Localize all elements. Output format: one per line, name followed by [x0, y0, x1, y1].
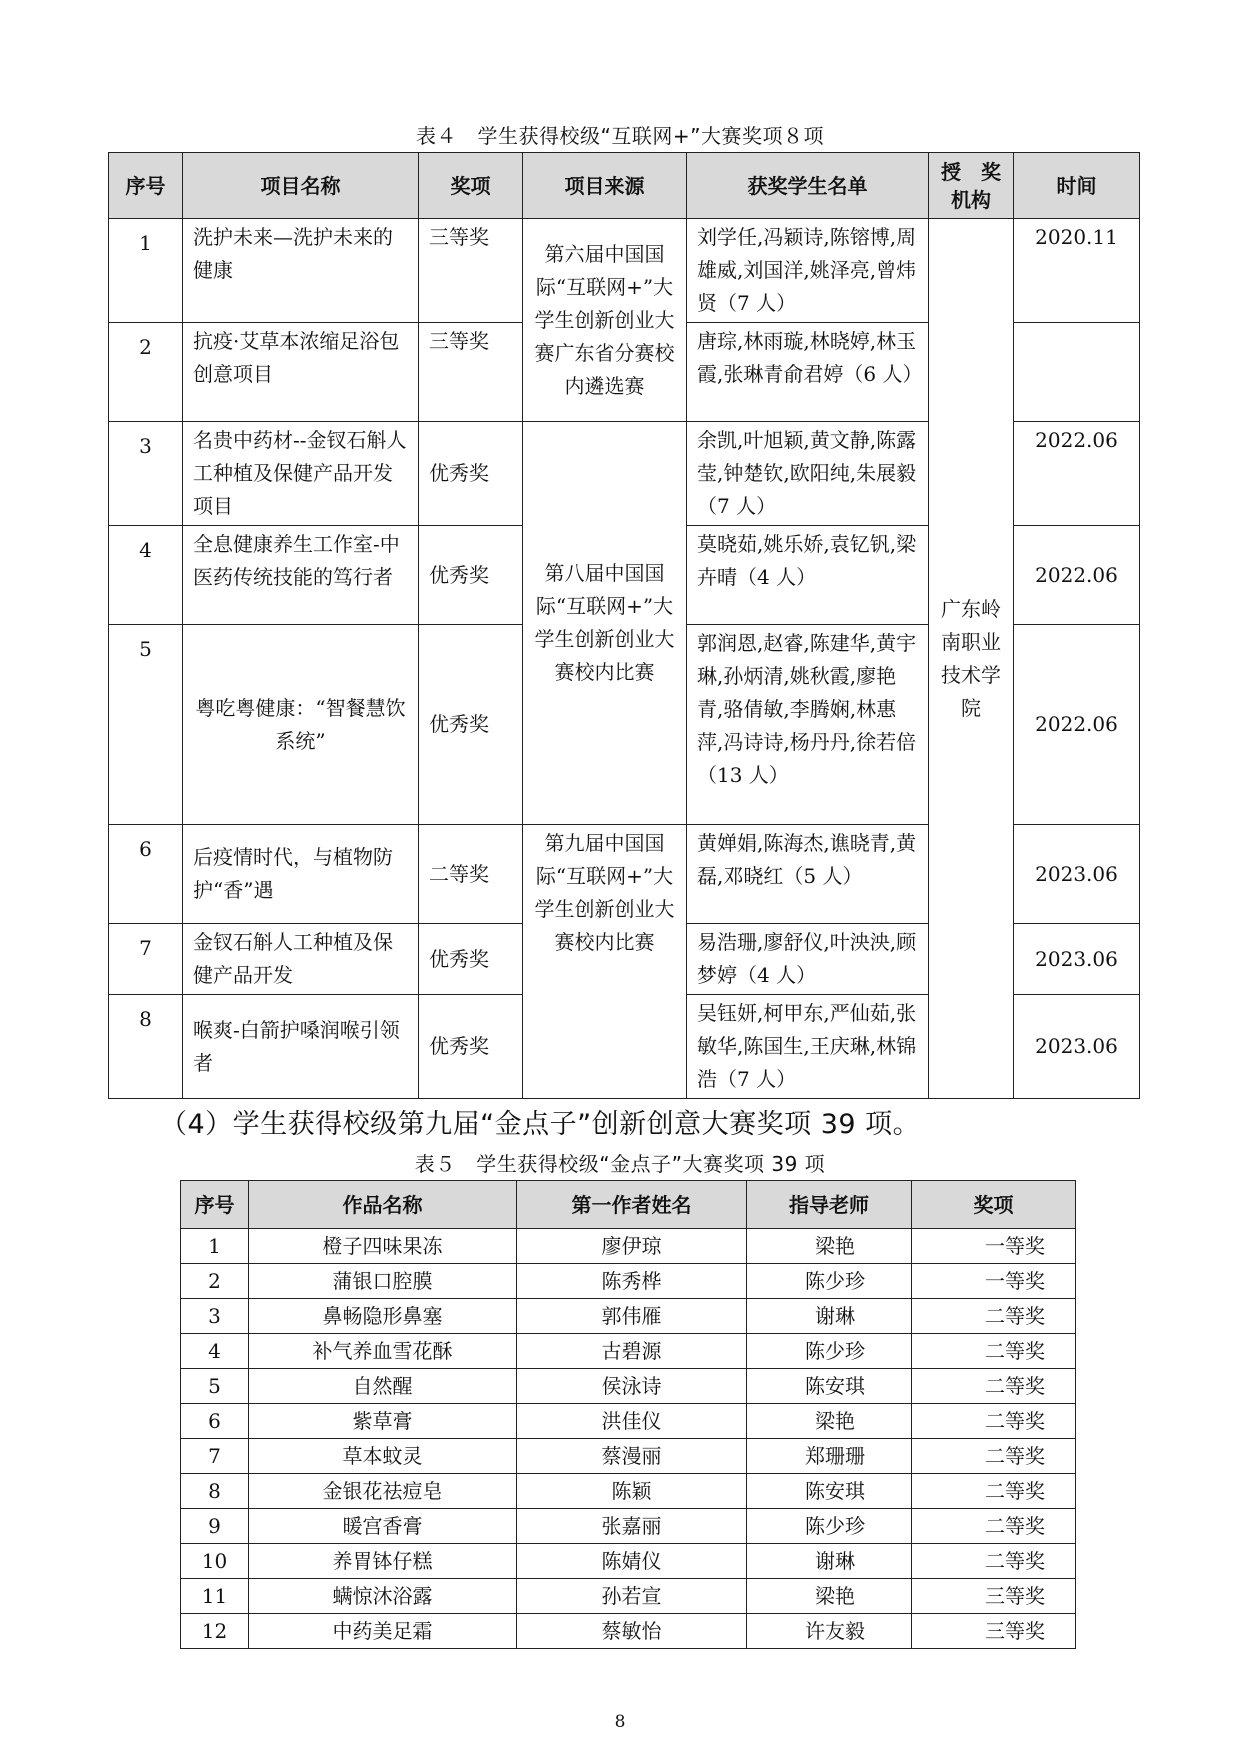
- award-time: [1014, 323, 1140, 422]
- table-row: [109, 219, 1140, 323]
- table-row: [181, 1334, 1076, 1369]
- row-no: 11: [181, 1579, 249, 1614]
- table4-caption: 表４ 学生获得校级“互联网+”大赛奖项８项: [416, 124, 824, 148]
- teacher-name: 梁艳: [747, 1404, 912, 1439]
- project-source: 第九届中国国际“互联网+”大学生创新创业大赛校内比赛: [523, 825, 687, 1099]
- project-name: 金钗石斛人工种植及保健产品开发: [183, 924, 419, 995]
- author-name: 古碧源: [517, 1334, 747, 1369]
- prize: 二等奖: [912, 1439, 1076, 1474]
- prize: 二等奖: [912, 1404, 1076, 1439]
- table4-header-name: 项目名称: [183, 153, 419, 219]
- work-name: 草本蚊灵: [249, 1439, 517, 1474]
- teacher-name: 谢琳: [747, 1544, 912, 1579]
- award-time: 2022.06: [1014, 625, 1140, 825]
- table-row: [181, 1474, 1076, 1509]
- row-no: 5: [181, 1369, 249, 1404]
- table5: [180, 1180, 1076, 1649]
- prize: 一等奖: [912, 1264, 1076, 1299]
- project-source: 第八届中国国际“互联网+”大学生创新创业大赛校内比赛: [523, 422, 687, 825]
- table-row: [181, 1579, 1076, 1614]
- row-no: 4: [109, 526, 183, 625]
- row-no: 8: [109, 995, 183, 1099]
- prize: 二等奖: [912, 1544, 1076, 1579]
- teacher-name: 梁艳: [747, 1229, 912, 1264]
- teacher-name: 陈安琪: [747, 1369, 912, 1404]
- award-time: 2023.06: [1014, 825, 1140, 924]
- prize: 二等奖: [912, 1334, 1076, 1369]
- table5-header-prize: 奖项: [912, 1181, 1076, 1229]
- table4-header-row: [109, 153, 1140, 219]
- work-name: 蒲银口腔膜: [249, 1264, 517, 1299]
- author-name: 陈婧仪: [517, 1544, 747, 1579]
- author-name: 洪佳仪: [517, 1404, 747, 1439]
- project-name: 抗疫·艾草本浓缩足浴包创意项目: [183, 323, 419, 422]
- award-time: 2023.06: [1014, 995, 1140, 1099]
- table-row: [181, 1614, 1076, 1649]
- table4-header-no: 序号: [109, 153, 183, 219]
- teacher-name: 陈少珍: [747, 1264, 912, 1299]
- table4: [108, 152, 1140, 1099]
- table5-header-row: [181, 1181, 1076, 1229]
- table5-header-work: 作品名称: [249, 1181, 517, 1229]
- teacher-name: 陈安琪: [747, 1474, 912, 1509]
- prize: 二等奖: [912, 1474, 1076, 1509]
- work-name: 金银花祛痘皂: [249, 1474, 517, 1509]
- project-source: 第六届中国国际“互联网+”大学生创新创业大赛广东省分赛校内遴选赛: [523, 219, 687, 422]
- student-list: 吴钰妍,柯甲东,严仙茹,张敏华,陈国生,王庆琳,林锦浩（7 人）: [687, 995, 929, 1099]
- prize: 三等奖: [912, 1614, 1076, 1649]
- table-row: [181, 1229, 1076, 1264]
- row-no: 7: [109, 924, 183, 995]
- project-name: 粤吃粤健康：“智餐慧饮系统”: [183, 625, 419, 825]
- student-list: 唐琮,林雨璇,林晓婷,林玉霞,张琳青俞君婷（6 人）: [687, 323, 929, 422]
- prize: 一等奖: [912, 1229, 1076, 1264]
- award-time: 2022.06: [1014, 422, 1140, 526]
- table5-header-teacher: 指导老师: [747, 1181, 912, 1229]
- table-row: [181, 1509, 1076, 1544]
- award-time: 2022.06: [1014, 526, 1140, 625]
- teacher-name: 陈少珍: [747, 1334, 912, 1369]
- award-organization: 广东岭南职业技术学院: [929, 219, 1014, 1099]
- student-list: 黄婵娟,陈海杰,谯晓青,黄磊,邓晓红（5 人）: [687, 825, 929, 924]
- teacher-name: 梁艳: [747, 1579, 912, 1614]
- section-paragraph: （4）学生获得校级第九届“金点子”创新创意大赛奖项 39 项。: [160, 1109, 921, 1140]
- project-name: 名贵中药材--金钗石斛人工种植及保健产品开发项目: [183, 422, 419, 526]
- author-name: 陈颖: [517, 1474, 747, 1509]
- student-list: 刘学任,冯颖诗,陈镕博,周雄威,刘国洋,姚泽亮,曾炜贤（7 人）: [687, 219, 929, 323]
- prize: 三等奖: [912, 1579, 1076, 1614]
- project-name: 后疫情时代，与植物防护“香”遇: [183, 825, 419, 924]
- row-no: 2: [109, 323, 183, 422]
- table5-header-author: 第一作者姓名: [517, 1181, 747, 1229]
- student-list: 余凯,叶旭颖,黄文静,陈露莹,钟楚钦,欧阳纯,朱展毅（7 人）: [687, 422, 929, 526]
- work-name: 鼻畅隐形鼻塞: [249, 1299, 517, 1334]
- author-name: 廖伊琼: [517, 1229, 747, 1264]
- prize: 二等奖: [912, 1509, 1076, 1544]
- row-no: 4: [181, 1334, 249, 1369]
- table4-header-org: 授 奖 机构: [929, 153, 1014, 219]
- work-name: 补气养血雪花酥: [249, 1334, 517, 1369]
- work-name: 橙子四味果冻: [249, 1229, 517, 1264]
- table-row: [181, 1439, 1076, 1474]
- row-no: 6: [109, 825, 183, 924]
- row-no: 3: [109, 422, 183, 526]
- row-no: 1: [181, 1229, 249, 1264]
- student-list: 莫晓茹,姚乐娇,袁钇钒,梁卉晴（4 人）: [687, 526, 929, 625]
- table5-header-no: 序号: [181, 1181, 249, 1229]
- author-name: 蔡漫丽: [517, 1439, 747, 1474]
- award-time: 2023.06: [1014, 924, 1140, 995]
- prize: 二等奖: [912, 1299, 1076, 1334]
- prize: 优秀奖: [419, 422, 523, 526]
- row-no: 3: [181, 1299, 249, 1334]
- row-no: 5: [109, 625, 183, 825]
- prize: 优秀奖: [419, 625, 523, 825]
- row-no: 6: [181, 1404, 249, 1439]
- project-name: 全息健康养生工作室-中医药传统技能的笃行者: [183, 526, 419, 625]
- work-name: 养胃钵仔糕: [249, 1544, 517, 1579]
- student-list: 易浩珊,廖舒仪,叶泱泱,顾梦婷（4 人）: [687, 924, 929, 995]
- prize: 优秀奖: [419, 526, 523, 625]
- project-name: 洗护未来—洗护未来的健康: [183, 219, 419, 323]
- row-no: 8: [181, 1474, 249, 1509]
- teacher-name: 谢琳: [747, 1299, 912, 1334]
- table4-header-source: 项目来源: [523, 153, 687, 219]
- student-list: 郭润恩,赵睿,陈建华,黄宇琳,孙炳清,姚秋霞,廖艳青,骆倩敏,李腾娴,林惠萍,冯诗诗,杨丹丹,徐若倍（13 人）: [687, 625, 929, 825]
- row-no: 1: [109, 219, 183, 323]
- prize: 优秀奖: [419, 995, 523, 1099]
- work-name: 暖宫香膏: [249, 1509, 517, 1544]
- work-name: 自然醒: [249, 1369, 517, 1404]
- project-name: 喉爽-白箭护嗓润喉引领者: [183, 995, 419, 1099]
- teacher-name: 郑珊珊: [747, 1439, 912, 1474]
- table-row: [181, 1404, 1076, 1439]
- work-name: 中药美足霜: [249, 1614, 517, 1649]
- table4-header-students: 获奖学生名单: [687, 153, 929, 219]
- author-name: 郭伟雁: [517, 1299, 747, 1334]
- table-row: [181, 1299, 1076, 1334]
- table-row: [181, 1264, 1076, 1299]
- prize: 二等奖: [912, 1369, 1076, 1404]
- prize: 优秀奖: [419, 924, 523, 995]
- table4-header-prize: 奖项: [419, 153, 523, 219]
- author-name: 张嘉丽: [517, 1509, 747, 1544]
- author-name: 孙若宣: [517, 1579, 747, 1614]
- prize: 三等奖: [419, 323, 523, 422]
- row-no: 7: [181, 1439, 249, 1474]
- award-time: 2020.11: [1014, 219, 1140, 323]
- table-row: [181, 1369, 1076, 1404]
- table5-caption: 表５ 学生获得校级“金点子”大赛奖项 39 项: [414, 1152, 826, 1176]
- teacher-name: 陈少珍: [747, 1509, 912, 1544]
- table4-header-time: 时间: [1014, 153, 1140, 219]
- prize: 三等奖: [419, 219, 523, 323]
- row-no: 2: [181, 1264, 249, 1299]
- author-name: 蔡敏怡: [517, 1614, 747, 1649]
- prize: 二等奖: [419, 825, 523, 924]
- row-no: 9: [181, 1509, 249, 1544]
- author-name: 侯泳诗: [517, 1369, 747, 1404]
- page-number: 8: [614, 1712, 626, 1732]
- table-row: [181, 1544, 1076, 1579]
- teacher-name: 许友毅: [747, 1614, 912, 1649]
- work-name: 紫草膏: [249, 1404, 517, 1439]
- work-name: 螨惊沐浴露: [249, 1579, 517, 1614]
- row-no: 12: [181, 1614, 249, 1649]
- author-name: 陈秀桦: [517, 1264, 747, 1299]
- row-no: 10: [181, 1544, 249, 1579]
